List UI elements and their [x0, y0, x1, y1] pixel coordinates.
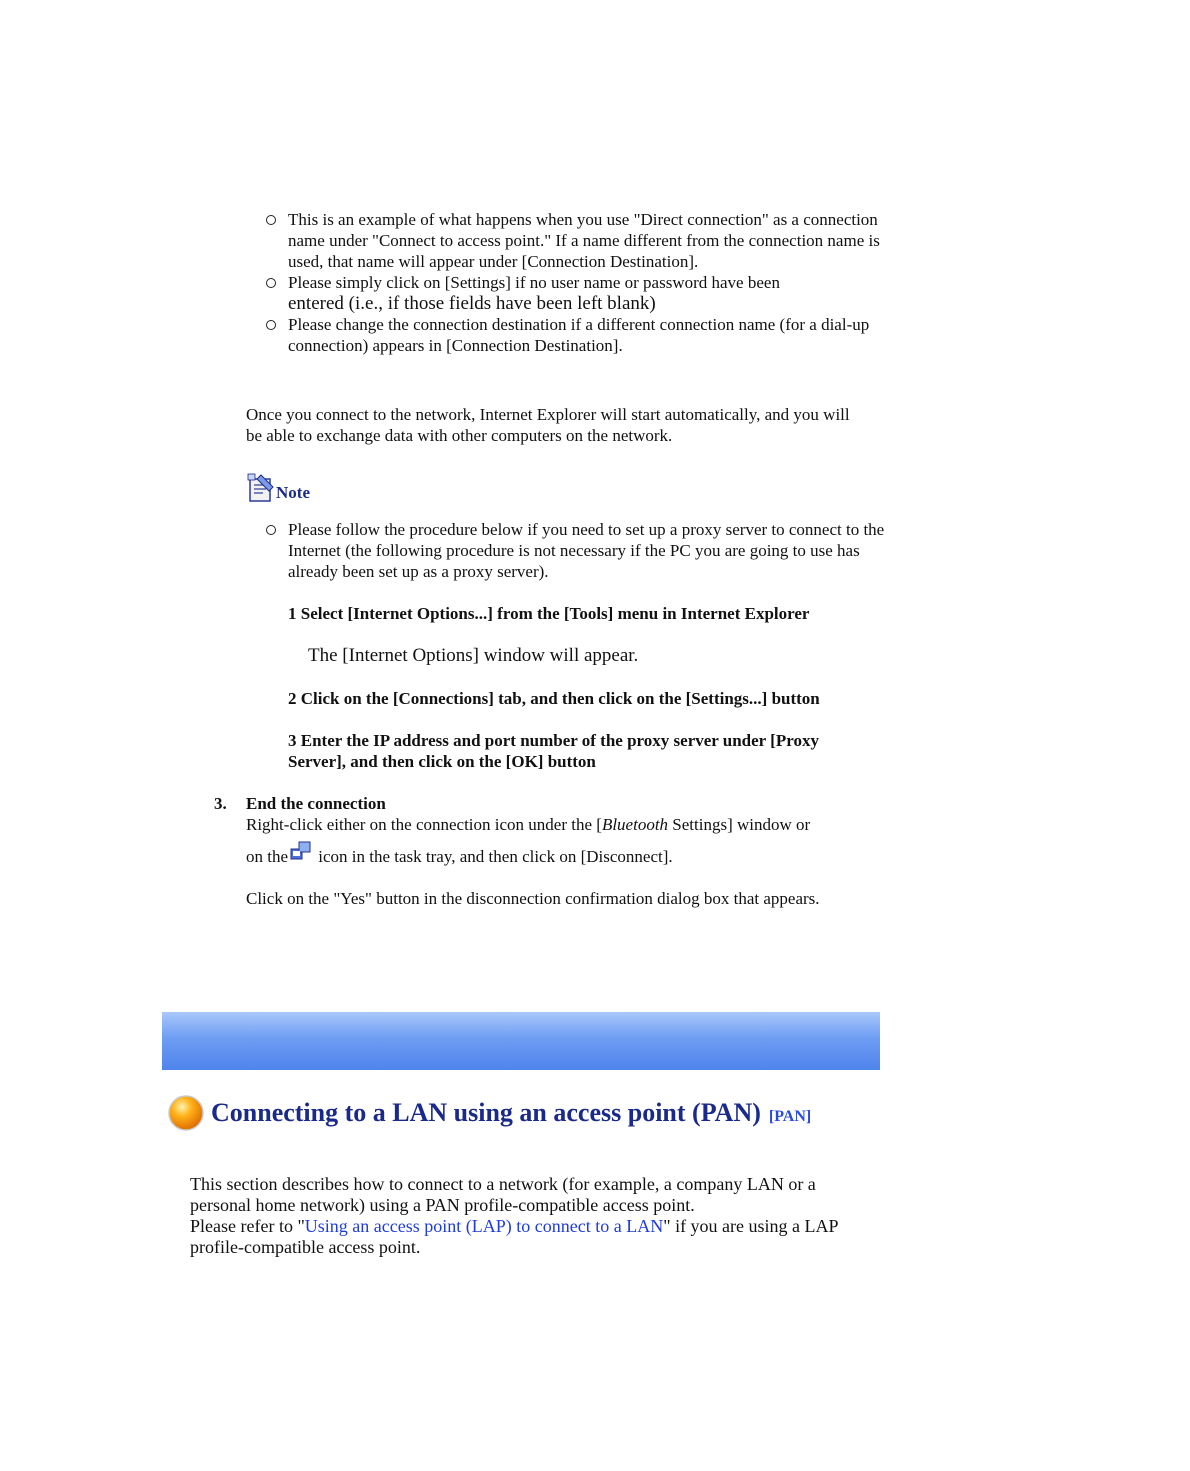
disconnect-paragraph: Click on the "Yes" button in the disconnection confirmation dialog box that appears. [246, 889, 820, 908]
note-icon [247, 473, 275, 503]
section-tag: [PAN] [768, 1108, 812, 1125]
step-text: Right-click either on the connection icon under the [ [246, 815, 602, 834]
list-item: Please follow the procedure below if you need to set up a proxy server to connect to the Internet (the following procedure is not necessary if the PC you are going to use has already been set up as a proxy server). [266, 519, 886, 582]
step-text: icon in the task tray, and then click on [Disconnect]. [314, 847, 673, 866]
step-instruction-line-2 [246, 840, 886, 867]
list-item-text-cont: entered (i.e., if those fields have been left blank) [288, 293, 656, 314]
connect-paragraph: Once you connect to the network, Internet Explorer will start automatically, and you will be able to exchange data with other computers on the network. [246, 405, 850, 445]
section-banner [162, 1012, 880, 1070]
step-instruction-line-1 [246, 814, 886, 835]
refer-text: Please refer to " [190, 1216, 305, 1236]
proxy-step-1: 1 Select [Internet Options...] from the [Tools] menu in Internet Explorer [288, 604, 810, 623]
list-item: This is an example of what happens when you use "Direct connection" as a connection name under "Connect to access point." If a name different from the connection name is used, that name will appear under [Connection Destination]. [266, 209, 886, 272]
step-text: Settings] window or [668, 815, 811, 834]
refer-text: " if you are using a LAP profile-compatible access point. [190, 1216, 838, 1257]
section-intro: This section describes how to connect to a network (for example, a company LAN or a personal home network) using a PAN profile-compatible access point. [190, 1174, 816, 1215]
note-label: Note [276, 483, 310, 502]
list-item-text: Please simply click on [Settings] if no user name or password have been [288, 273, 780, 292]
proxy-step-3: 3 Enter the IP address and port number of the proxy server under [Proxy Server], and then click on the [OK] button [288, 731, 819, 771]
step-title: End the connection [246, 794, 386, 813]
list-item: Please change the connection destination if a different connection name (for a dial-up connection) appears in [Connection Destination]. [266, 314, 886, 356]
proxy-step-1-result: The [Internet Options] window will appear. [308, 645, 639, 666]
connection-notes-list [266, 209, 886, 356]
list-item [266, 272, 886, 314]
orange-ball-icon [166, 1093, 206, 1133]
note-header [247, 473, 310, 503]
section-heading [166, 1093, 811, 1133]
note-list [266, 519, 886, 582]
step-text: on the [246, 847, 289, 866]
lap-link[interactable]: Using an access point (LAP) to connect to a LAN [304, 1216, 664, 1236]
proxy-step-2: 2 Click on the [Connections] tab, and then click on the [Settings...] button [288, 689, 820, 708]
section-title: Connecting to a LAN using an access point (PAN) [211, 1098, 761, 1127]
connection-tray-icon [289, 840, 313, 864]
step-text-emphasis: Bluetooth [601, 815, 669, 834]
step-number: 3. [214, 794, 227, 813]
section-refer [190, 1216, 880, 1258]
